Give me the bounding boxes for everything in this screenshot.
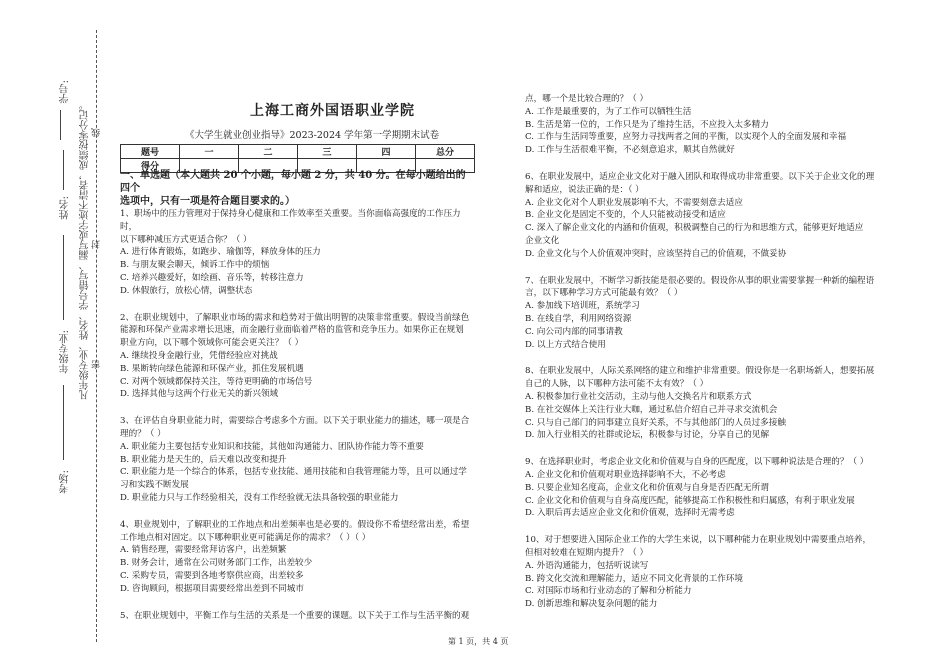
question-option: A. 企业文化对个人职业发展影响不大，不需要刻意去适应: [525, 197, 743, 208]
question-option: A. 企业文化和价值观对职业选择影响不大，不必考虑: [525, 469, 726, 480]
question-option: B. 生活是第一位的，工作只是为了维持生活，不应投入太多精力: [525, 119, 769, 130]
question-option: C. 只与自己部门的同事建立良好关系，不与其他部门的人员过多接触: [525, 417, 786, 428]
question-option: A. 销售经理，需要经常拜访客户，出差频繁: [120, 545, 287, 556]
question-option: A. 积极参加行业社交活动，主动与他人交换名片和联系方式: [525, 391, 752, 402]
question-option: B. 职业能力是天生的，后天难以改变和提升: [120, 454, 287, 465]
question-option: B. 跨文化交流和理解能力，适应不同文化背景的工作环境: [525, 573, 744, 584]
question-option: D. 以上方式结合使用: [525, 339, 606, 350]
question-text: 10、对于想要进入国际企业工作的大学生来说，以下哪种能力在职业规划中需要重点培养，: [525, 535, 872, 546]
school-title: 上海工商外国语职业学院: [250, 103, 415, 119]
question-option: A. 继续投身金融行业，凭借经验应对挑战: [120, 350, 278, 361]
question-option: B. 财务会计，通常在公司财务部门工作，出差较少: [120, 558, 313, 569]
question-option: A. 工作是最重要的，为了工作可以牺牲生活: [525, 106, 692, 117]
question-text: 言，以下哪种学习方式可能最有效？（ ）: [525, 288, 683, 299]
major-label: 年级专业:: [60, 330, 71, 374]
question-option: C. 对国际市场和行业动态的了解和分析能力: [525, 586, 692, 597]
question-option: B. 在线自学，利用网络资源: [525, 313, 632, 324]
question-block: [525, 93, 885, 157]
question-gap: [120, 596, 470, 610]
question-option: C. 采购专员，需要到各地考察供应商，出差较多: [120, 570, 304, 581]
question-block: [525, 365, 885, 442]
question-text: 7、在职业发展中，不断学习新技能是很必要的。假设你从事的职业需要掌握一种新的编程语: [525, 275, 875, 286]
question-option: C. 职业能力是一个综合的体系，包括专业技能、通用技能和自我管理能力等，且可以通过学: [120, 467, 467, 478]
question-text: 6、在职业发展中，适应企业文化对于融入团队和取得成功非常重要。以下关于企业文化的理: [525, 171, 875, 182]
student-id-line: [60, 110, 61, 140]
question-option: C. 对两个领域都保持关注，等待更明确的市场信号: [120, 376, 313, 387]
major-line: [63, 235, 64, 320]
question-option: B. 只要企业知名度高，企业文化和价值观与自身是否匹配无所谓: [525, 482, 769, 493]
question-option: B. 在社交媒体上关注行业大咖，通过私信介绍自己并寻求交流机会: [525, 404, 778, 415]
question-option: C. 工作与生活同等重要，应努力寻找两者之间的平衡，以实现个人的全面发展和幸福: [525, 132, 847, 143]
line-mark: 线: [92, 128, 102, 137]
exam-site-line: [63, 385, 64, 460]
question-block: [120, 208, 470, 298]
question-block: [525, 275, 885, 352]
right-column: [525, 93, 885, 611]
question-option: D. 工作与生活很难平衡，不必刻意追求，顺其自然就好: [525, 145, 735, 156]
section-heading: 一、单选题（本大题共 20 个小题，每小题 2 分，共 40 分。在每小题给出的四个: [120, 170, 466, 194]
score-header-cell: 三: [298, 145, 357, 159]
question-option: B. 企业文化是固定不变的，个人只能被动接受和适应: [525, 210, 726, 221]
question-text: 2、在职业规划中，了解职业市场的需求和趋势对于做出明智的决策非常重要。假设当前绿色: [120, 312, 470, 323]
question-text: 8、在职业发展中，人际关系网络的建立和维护非常重要。假设你是一名职场新人，想要拓展: [525, 366, 875, 377]
question-option: D. 咨询顾问，根据项目需要经常出差到不同城市: [120, 583, 304, 594]
question-option: A. 进行体育锻炼，如跑步、瑜伽等，释放身体的压力: [120, 247, 321, 258]
seal-mark: 密: [92, 360, 102, 369]
page-footer: 第 1 页，共 4 页: [448, 637, 509, 646]
score-row-label: 得分: [121, 159, 180, 173]
question-gap: [120, 298, 470, 312]
question-block: [120, 312, 470, 402]
question-option: B. 果断转向绿色能源和环保产业，抓住发展机遇: [120, 363, 304, 374]
question-text: 解和适应，说法正确的是：（ ）: [525, 184, 644, 195]
section-heading: 选项中，只有一项是符合题目要求的。）: [120, 196, 295, 207]
question-text: 自己的人脉，以下哪种方法可能不太有效？（ ）: [525, 379, 709, 390]
question-text: 1、职场中的压力管理对于保持身心健康和工作效率至关重要。当你面临高强度的工作压力时，: [120, 209, 461, 232]
question-block: [120, 415, 470, 505]
question-text: 能源和环保产业需求增长迅速，而金融行业面临着严格的监管和竞争压力。如果你正在规划: [120, 325, 464, 336]
question-option: A. 职业能力主要包括专业知识和技能，其他如沟通能力、团队协作能力等不重要: [120, 441, 424, 452]
exam-subtitle: 《大学生就业创业指导》2023-2024 学年第一学期期末试卷: [185, 130, 440, 141]
right-question-list: [525, 93, 885, 611]
question-option: D. 入职后再去适应企业文化和价值观，选择时无需考虑: [525, 508, 735, 519]
binding-notice: 凡年级专业、姓名、学号错写、漏写或字迹不清者，成绩按零分记。: [80, 100, 91, 400]
score-header-cell: 二: [239, 145, 298, 159]
question-block: [525, 171, 885, 261]
question-option: A. 参加线下培训班，系统学习: [525, 301, 640, 312]
name-line: [63, 150, 64, 190]
question-option: D. 加入行业相关的社群或论坛，积极参与讨论，分享自己的见解: [525, 430, 770, 441]
question-text: 理的？（ ）: [120, 428, 166, 439]
question-text: 5、在职业规划中，平衡工作与生活的关系是一个重要的课题。以下关于工作与生活平衡的观: [120, 610, 470, 621]
fix-mark: 封: [92, 240, 102, 249]
question-option: C. 培养兴趣爱好，如绘画、音乐等，转移注意力: [120, 272, 304, 283]
question-gap: [525, 520, 885, 534]
question-text: 点，哪一个是比较合理的？（ ）: [525, 94, 649, 104]
score-header-cell: 总分: [416, 145, 475, 159]
question-option: B. 与朋友聚会聊天，倾诉工作中的烦恼: [120, 260, 270, 271]
question-gap: [525, 261, 885, 275]
score-table-header-row: [121, 145, 475, 159]
question-option: C. 深入了解企业文化的内涵和价值观，积极调整自己的行为和思维方式，能够更好地适应: [525, 223, 864, 234]
question-block: [120, 610, 470, 623]
question-text: 4、职业规划中，了解职业的工作地点和出差频率也是必要的。假设你不希望经常出差，希望: [120, 519, 470, 530]
score-header-cell: 题号: [121, 145, 180, 159]
question-gap: [525, 442, 885, 456]
question-option: 企业文化: [525, 235, 560, 246]
question-option: 习和实践不断发展: [120, 480, 189, 491]
question-option: D. 职业能力只与工作经验相关，没有工作经验就无法具备较强的职业能力: [120, 492, 399, 503]
binding-dashed-line: [96, 30, 97, 642]
question-text: 但相对较难在短期内提升？（ ）: [525, 547, 649, 558]
question-text: 9、在选择职业时，考虑企业文化和价值观与自身的匹配度，以下哪种说法是合理的？（ ）: [525, 457, 869, 468]
question-text: 以下哪种减压方式更适合你？（ ）: [120, 234, 252, 245]
question-option: D. 创新思维和解决复杂问题的能力: [525, 599, 658, 610]
question-option: C. 企业文化和价值观与自身高度匹配，能够提高工作积极性和归属感，有利于职业发展: [525, 495, 855, 506]
left-question-list: [120, 208, 470, 622]
exam-site-label: 考场:: [60, 470, 71, 494]
question-gap: [525, 351, 885, 365]
question-option: A. 外语沟通能力，包括听说读写: [525, 560, 649, 571]
question-text: 3、在评估自身职业能力时，需要综合考虑多个方面。以下关于职业能力的描述，哪一项是合: [120, 416, 470, 427]
question-block: [525, 534, 885, 611]
question-option: D. 企业文化与个人价值观冲突时，应该坚持自己的价值观，不做妥协: [525, 248, 787, 259]
student-id-label: 学号:: [60, 80, 71, 104]
question-block: [120, 519, 470, 596]
question-option: D. 选择其他与这两个行业无关的新兴领域: [120, 389, 279, 400]
name-label: 姓名:: [60, 196, 71, 220]
question-gap: [120, 401, 470, 415]
question-block: [525, 456, 885, 520]
question-gap: [120, 505, 470, 519]
question-option: C. 向公司内部的同事请教: [525, 326, 623, 337]
question-gap: [525, 157, 885, 171]
left-column: [120, 169, 470, 622]
question-text: 工作地点相对固定。以下哪种职业更可能满足你的需求？（ ）（ ）: [120, 532, 371, 543]
score-header-cell: 四: [357, 145, 416, 159]
question-text: 职业方向，以下哪个领域你可能会更关注？（ ）: [120, 338, 304, 349]
score-header-cell: 一: [180, 145, 239, 159]
question-option: D. 休假旅行，放松心情，调整状态: [120, 285, 253, 296]
